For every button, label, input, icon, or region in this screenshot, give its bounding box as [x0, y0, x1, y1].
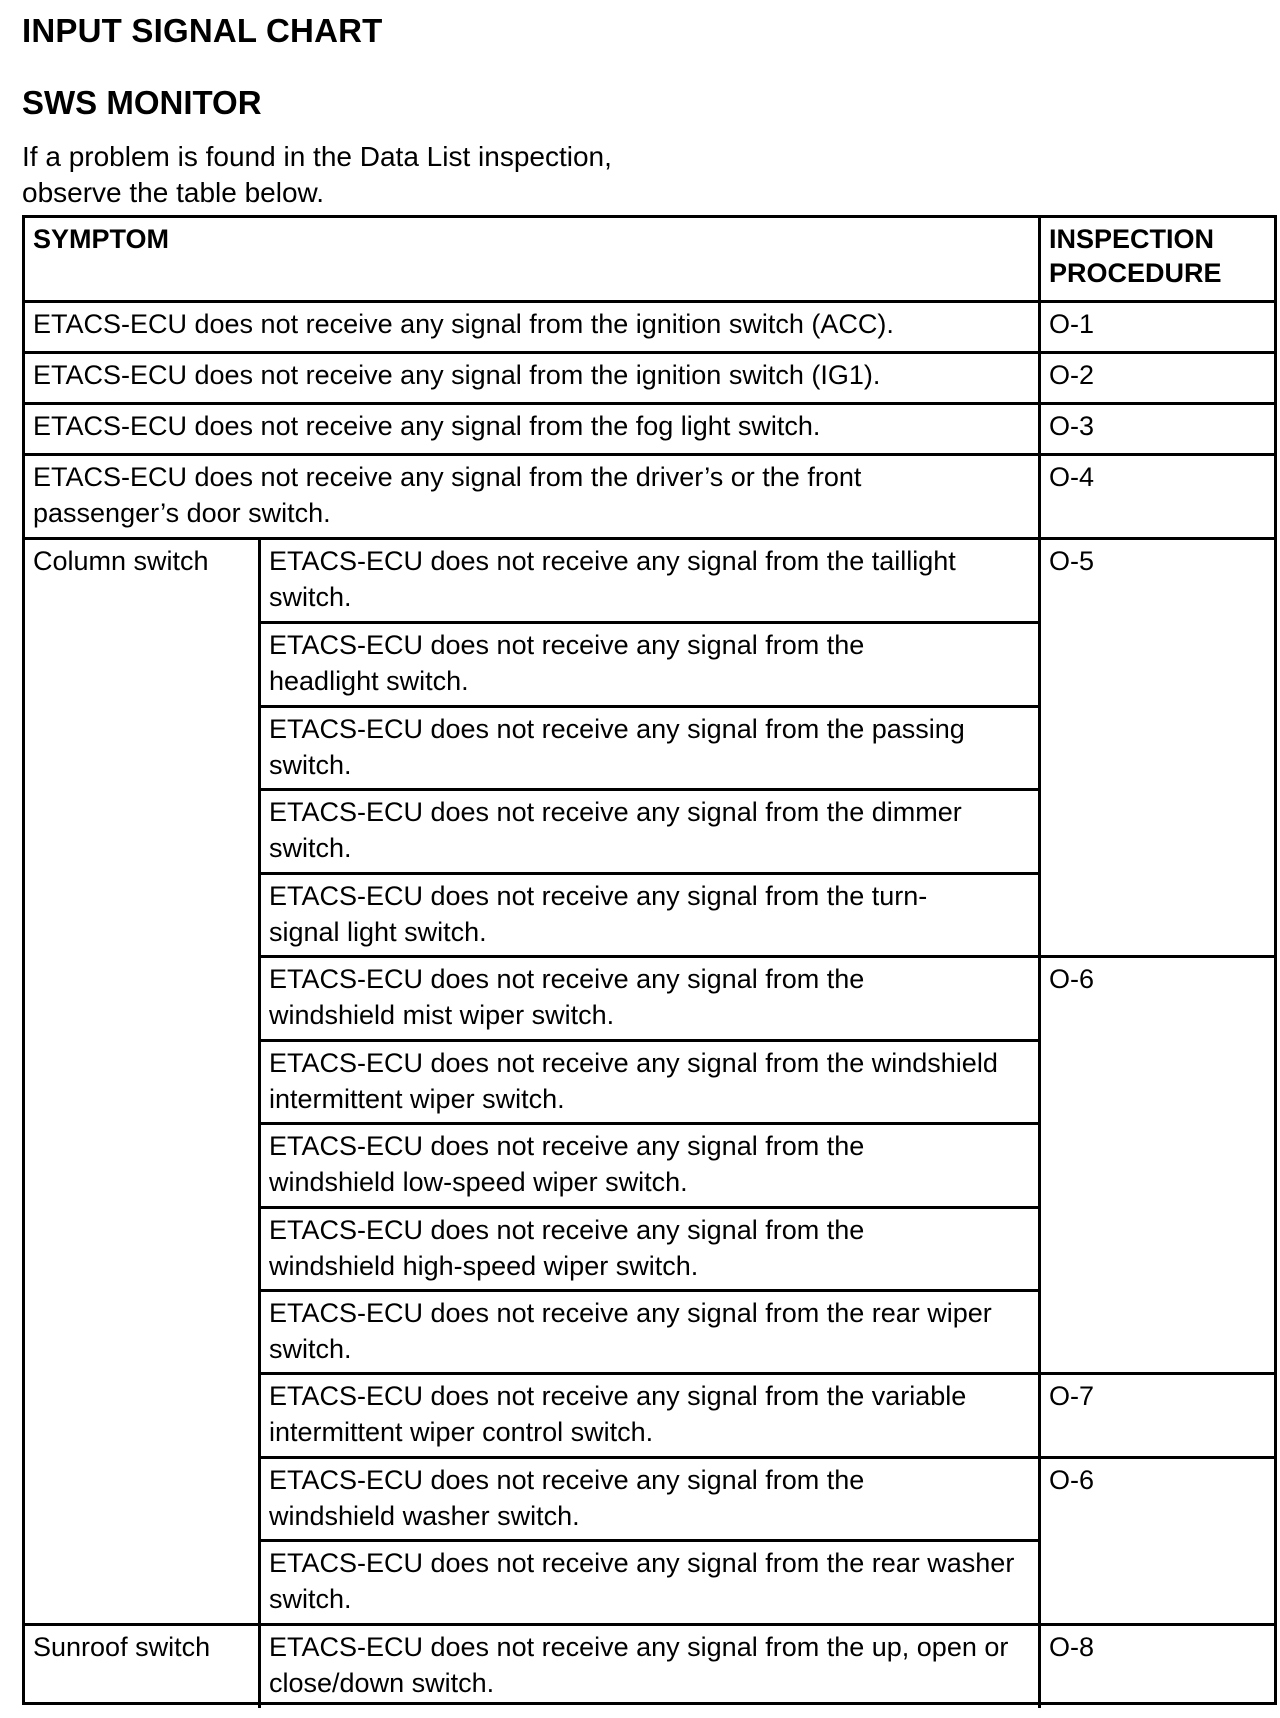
divider	[258, 621, 1040, 624]
header-symptom: SYMPTOM	[33, 224, 170, 254]
procedure-o6: O-6	[1049, 964, 1095, 994]
table-row-symptom: ETACS-ECU does not receive any signal from the windshield mist wiper switch.	[269, 964, 865, 1030]
divider	[258, 1206, 1040, 1209]
table-row-symptom: ETACS-ECU does not receive any signal from the windshield low-speed wiper switch.	[269, 1131, 865, 1197]
table-row-symptom: ETACS-ECU does not receive any signal from the dimmer switch.	[269, 797, 962, 863]
intro-text	[22, 139, 612, 211]
table-row-symptom: ETACS-ECU does not receive any signal from the headlight switch.	[269, 630, 865, 696]
table-row-procedure: O-3	[1049, 411, 1095, 441]
divider	[258, 705, 1040, 708]
table-row-symptom: ETACS-ECU does not receive any signal from the turn-signal light switch.	[269, 881, 928, 947]
symptom-table	[22, 215, 1277, 1705]
divider	[25, 351, 1277, 354]
category-column-switch: Column switch	[33, 546, 209, 576]
divider	[258, 1456, 1277, 1459]
table-row-symptom: ETACS-ECU does not receive any signal from the passing switch.	[269, 714, 965, 780]
header-procedure-line-2: PROCEDURE	[1049, 258, 1222, 288]
procedure-o8: O-8	[1049, 1632, 1095, 1662]
divider	[258, 955, 1277, 958]
procedure-o6-washer: O-6	[1049, 1465, 1095, 1495]
table-row-symptom: ETACS-ECU does not receive any signal from the windshield washer switch.	[269, 1465, 865, 1531]
intro-line-2: observe the table below.	[22, 177, 324, 208]
divider	[1038, 218, 1041, 1708]
table-row-symptom: ETACS-ECU does not receive any signal from the fog light switch.	[33, 411, 821, 441]
table-row-procedure: O-4	[1049, 462, 1095, 492]
document-title: INPUT SIGNAL CHART	[22, 12, 383, 49]
table-row-symptom: ETACS-ECU does not receive any signal from the windshield high-speed wiper switch.	[269, 1215, 865, 1281]
section-heading: SWS MONITOR	[22, 84, 262, 121]
table-row-symptom: ETACS-ECU does not receive any signal from the driver’s or the front passenger’s door switch.	[33, 462, 862, 528]
table-row-symptom: ETACS-ECU does not receive any signal from the variable intermittent wiper control switch.	[269, 1381, 967, 1447]
table-row-symptom: ETACS-ECU does not receive any signal from the taillight switch.	[269, 546, 956, 612]
table-row-symptom: ETACS-ECU does not receive any signal from the up, open or close/down switch.	[269, 1632, 1009, 1698]
table-row-procedure: O-2	[1049, 360, 1095, 390]
procedure-o7: O-7	[1049, 1381, 1095, 1411]
divider	[25, 402, 1277, 405]
divider	[25, 453, 1277, 456]
category-sunroof-switch: Sunroof switch	[33, 1632, 211, 1662]
table-row-symptom: ETACS-ECU does not receive any signal from the windshield intermittent wiper switch.	[269, 1048, 998, 1114]
intro-line-1: If a problem is found in the Data List inspection,	[22, 141, 612, 172]
table-row-symptom: ETACS-ECU does not receive any signal from the ignition switch (IG1).	[33, 360, 881, 390]
divider	[258, 788, 1040, 791]
divider	[258, 1372, 1277, 1375]
divider	[258, 1122, 1040, 1125]
table-row-procedure: O-1	[1049, 309, 1095, 339]
table-row-symptom: ETACS-ECU does not receive any signal from the rear washer switch.	[269, 1548, 1015, 1614]
divider	[258, 1039, 1040, 1042]
divider	[258, 1289, 1040, 1292]
divider	[25, 537, 1277, 540]
header-procedure-line-1: INSPECTION	[1049, 224, 1215, 254]
divider	[258, 872, 1040, 875]
table-row-symptom: ETACS-ECU does not receive any signal from the rear wiper switch.	[269, 1298, 992, 1364]
divider	[258, 1539, 1040, 1542]
divider	[25, 1623, 1277, 1626]
table-row-symptom: ETACS-ECU does not receive any signal from the ignition switch (ACC).	[33, 309, 894, 339]
header-inspection-procedure	[1041, 218, 1271, 302]
divider	[25, 300, 1277, 303]
procedure-o5: O-5	[1049, 546, 1095, 576]
